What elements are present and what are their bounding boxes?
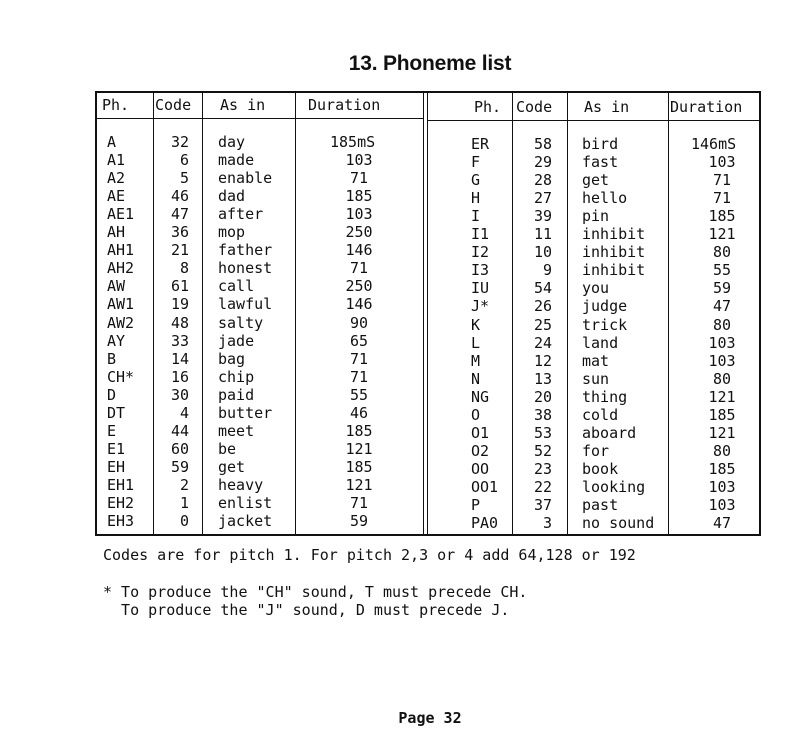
example-word-cell: sun (582, 369, 610, 388)
duration-cell: 185 (345, 457, 373, 476)
duration-cell: 103 (708, 153, 736, 172)
code-cell: 3 (542, 514, 552, 533)
phoneme-cell: ER (471, 135, 490, 153)
example-word-cell: thing (582, 387, 628, 406)
example-word-cell: mat (582, 351, 610, 370)
duration-cell: 121 (708, 387, 736, 406)
duration-cell: 103 (708, 333, 736, 352)
code-cell: 23 (533, 459, 552, 478)
phoneme-cell: K (471, 315, 481, 334)
duration-cell: 71 (349, 494, 369, 512)
code-cell: 44 (170, 421, 189, 440)
example-word-cell: dad (218, 187, 246, 206)
duration-cell: 103 (708, 496, 736, 514)
example-word-cell: made (218, 151, 255, 170)
header-rule (427, 120, 759, 121)
example-word-cell: hello (582, 189, 628, 208)
phoneme-cell: EH1 (107, 475, 135, 494)
example-word-cell: you (582, 279, 610, 298)
phoneme-cell: OO (471, 459, 490, 478)
example-word-cell: trick (582, 315, 628, 334)
phoneme-cell: EH2 (107, 494, 135, 512)
phoneme-cell: J* (471, 297, 490, 316)
code-cell: 5 (179, 169, 189, 188)
j-footnote: To produce the "J" sound, D must precede J. (103, 601, 510, 619)
code-cell: 8 (179, 259, 189, 278)
example-word-cell: after (218, 205, 264, 224)
code-cell: 39 (533, 207, 552, 226)
example-word-cell: pin (582, 207, 610, 226)
phoneme-cell: N (471, 369, 481, 388)
code-cell: 13 (533, 369, 552, 388)
duration-cell: 185mS (330, 133, 376, 151)
duration-cell: 103 (345, 205, 373, 224)
phoneme-cell: EH3 (107, 512, 135, 531)
phoneme-cell: D (107, 385, 117, 404)
phoneme-cell: DT (107, 403, 126, 422)
phoneme-cell: E (107, 421, 117, 440)
example-word-cell: be (218, 439, 237, 458)
phoneme-cell: G (471, 171, 481, 190)
code-cell: 32 (170, 133, 189, 151)
duration-cell: 80 (712, 441, 732, 460)
example-word-cell: inhibit (582, 225, 646, 244)
phoneme-cell: AW1 (107, 295, 135, 314)
example-word-cell: land (582, 333, 619, 352)
code-cell: 26 (533, 297, 552, 316)
code-cell: 28 (533, 171, 552, 190)
duration-cell: 80 (712, 369, 732, 388)
code-cell: 29 (533, 153, 552, 172)
duration-cell: 71 (349, 169, 369, 188)
pitch-note: Codes are for pitch 1. For pitch 2,3 or 4 add 64,128 or 192 (103, 546, 636, 564)
example-word-cell: father (218, 241, 273, 260)
example-word-cell: get (582, 171, 610, 190)
phoneme-cell: P (471, 496, 481, 514)
header-code: Code (155, 96, 192, 114)
example-word-cell: butter (218, 403, 273, 422)
code-cell: 4 (179, 403, 189, 422)
phoneme-cell: AE1 (107, 205, 135, 224)
phoneme-cell: L (471, 333, 481, 352)
phoneme-cell: B (107, 349, 117, 368)
code-cell: 36 (170, 223, 189, 242)
duration-cell: 80 (712, 243, 732, 262)
phoneme-cell: I (471, 207, 481, 226)
duration-cell: 71 (712, 171, 732, 190)
header-rule (97, 118, 423, 119)
code-cell: 11 (533, 225, 552, 244)
code-cell: 46 (170, 187, 189, 206)
code-cell: 24 (533, 333, 552, 352)
example-word-cell: jade (218, 331, 255, 350)
phoneme-cell: F (471, 153, 481, 172)
phoneme-cell: AY (107, 331, 126, 350)
phoneme-cell: I1 (471, 225, 490, 244)
code-cell: 53 (533, 423, 552, 442)
duration-cell: 80 (712, 315, 732, 334)
duration-cell: 65 (349, 331, 369, 350)
header-duration: Duration (308, 96, 381, 114)
phoneme-cell: OO1 (471, 477, 499, 496)
code-cell: 38 (533, 405, 552, 424)
phoneme-cell: AH1 (107, 241, 135, 260)
duration-cell: 103 (708, 351, 736, 370)
phoneme-cell: NG (471, 387, 490, 406)
code-cell: 12 (533, 351, 552, 370)
code-cell: 59 (170, 457, 189, 476)
duration-cell: 185 (708, 405, 736, 424)
duration-cell: 47 (712, 514, 732, 533)
duration-cell: 250 (345, 277, 373, 296)
phoneme-cell: I3 (471, 261, 490, 280)
example-word-cell: salty (218, 313, 264, 332)
example-word-cell: meet (218, 421, 255, 440)
duration-cell: 71 (712, 189, 732, 208)
code-cell: 9 (542, 261, 552, 280)
ch-footnote: * To produce the "CH" sound, T must precede CH. (103, 583, 528, 601)
code-cell: 47 (170, 205, 189, 224)
duration-cell: 121 (345, 475, 373, 494)
example-word-cell: honest (218, 259, 273, 278)
phoneme-cell: A1 (107, 151, 126, 170)
example-word-cell: judge (582, 297, 628, 316)
example-word-cell: bag (218, 349, 246, 368)
code-cell: 16 (170, 367, 189, 386)
duration-cell: 121 (708, 225, 736, 244)
example-word-cell: day (218, 133, 246, 151)
page-title: 13. Phoneme list (348, 52, 512, 75)
column-divider (567, 93, 568, 534)
phoneme-cell: AW2 (107, 313, 135, 332)
code-cell: 27 (533, 189, 552, 208)
code-cell: 22 (533, 477, 552, 496)
code-cell: 6 (179, 151, 189, 170)
phoneme-cell: A (107, 133, 117, 151)
example-word-cell: cold (582, 405, 619, 424)
code-cell: 37 (533, 496, 552, 514)
phoneme-cell: O2 (471, 441, 490, 460)
center-divider (423, 93, 424, 534)
code-cell: 52 (533, 441, 552, 460)
header-duration: Duration (670, 98, 743, 116)
column-divider (295, 93, 296, 534)
example-word-cell: aboard (582, 423, 637, 442)
example-word-cell: lawful (218, 295, 273, 314)
example-word-cell: fast (582, 153, 619, 172)
duration-cell: 103 (345, 151, 373, 170)
code-cell: 20 (533, 387, 552, 406)
phoneme-cell: O (471, 405, 481, 424)
duration-cell: 121 (708, 423, 736, 442)
duration-cell: 250 (345, 223, 373, 242)
phoneme-cell: E1 (107, 439, 126, 458)
phoneme-cell: CH* (107, 367, 135, 386)
duration-cell: 90 (349, 313, 369, 332)
header-ph: Ph. (102, 96, 130, 114)
code-cell: 54 (533, 279, 552, 298)
code-cell: 58 (533, 135, 552, 153)
example-word-cell: book (582, 459, 619, 478)
code-cell: 61 (170, 277, 189, 296)
duration-cell: 103 (708, 477, 736, 496)
example-word-cell: paid (218, 385, 255, 404)
example-word-cell: inhibit (582, 261, 646, 280)
phoneme-table (95, 91, 761, 536)
header-as-in: As in (220, 96, 266, 114)
example-word-cell: enlist (218, 494, 273, 512)
phoneme-cell: I2 (471, 243, 490, 262)
code-cell: 30 (170, 385, 189, 404)
duration-cell: 146mS (691, 135, 737, 153)
example-word-cell: bird (582, 135, 619, 153)
code-cell: 19 (170, 295, 189, 314)
duration-cell: 71 (349, 367, 369, 386)
duration-cell: 185 (708, 207, 736, 226)
header-ph: Ph. (474, 98, 502, 116)
code-cell: 33 (170, 331, 189, 350)
example-word-cell: get (218, 457, 246, 476)
duration-cell: 71 (349, 259, 369, 278)
phoneme-cell: IU (471, 279, 490, 298)
column-divider (668, 93, 669, 534)
code-cell: 48 (170, 313, 189, 332)
example-word-cell: past (582, 496, 619, 514)
phoneme-cell: A2 (107, 169, 126, 188)
phoneme-cell: O1 (471, 423, 490, 442)
code-cell: 60 (170, 439, 189, 458)
column-divider (202, 93, 203, 534)
phoneme-cell: AE (107, 187, 126, 206)
code-cell: 2 (179, 475, 189, 494)
duration-cell: 46 (349, 403, 369, 422)
code-cell: 14 (170, 349, 189, 368)
example-word-cell: for (582, 441, 610, 460)
code-cell: 0 (179, 512, 189, 531)
duration-cell: 47 (712, 297, 732, 316)
code-cell: 1 (179, 494, 189, 512)
duration-cell: 146 (345, 241, 373, 260)
header-code: Code (516, 98, 553, 116)
phoneme-cell: AW (107, 277, 126, 296)
phoneme-cell: AH (107, 223, 126, 242)
example-word-cell: call (218, 277, 255, 296)
page-number: Page 32 (398, 709, 462, 727)
phoneme-cell: H (471, 189, 481, 208)
duration-cell: 185 (345, 421, 373, 440)
example-word-cell: jacket (218, 512, 273, 531)
example-word-cell: no sound (582, 514, 655, 533)
duration-cell: 71 (349, 349, 369, 368)
example-word-cell: mop (218, 223, 246, 242)
phoneme-cell: EH (107, 457, 126, 476)
code-cell: 21 (170, 241, 189, 260)
phoneme-cell: PA0 (471, 514, 499, 533)
duration-cell: 121 (345, 439, 373, 458)
phoneme-cell: AH2 (107, 259, 135, 278)
duration-cell: 59 (712, 279, 732, 298)
duration-cell: 185 (708, 459, 736, 478)
duration-cell: 55 (712, 261, 732, 280)
example-word-cell: inhibit (582, 243, 646, 262)
example-word-cell: enable (218, 169, 273, 188)
duration-cell: 146 (345, 295, 373, 314)
example-word-cell: chip (218, 367, 255, 386)
code-cell: 10 (533, 243, 552, 262)
example-word-cell: heavy (218, 475, 264, 494)
duration-cell: 185 (345, 187, 373, 206)
header-as-in: As in (584, 98, 630, 116)
duration-cell: 55 (349, 385, 369, 404)
code-cell: 25 (533, 315, 552, 334)
example-word-cell: looking (582, 477, 646, 496)
center-divider (427, 93, 428, 534)
phoneme-cell: M (471, 351, 481, 370)
duration-cell: 59 (349, 512, 369, 531)
